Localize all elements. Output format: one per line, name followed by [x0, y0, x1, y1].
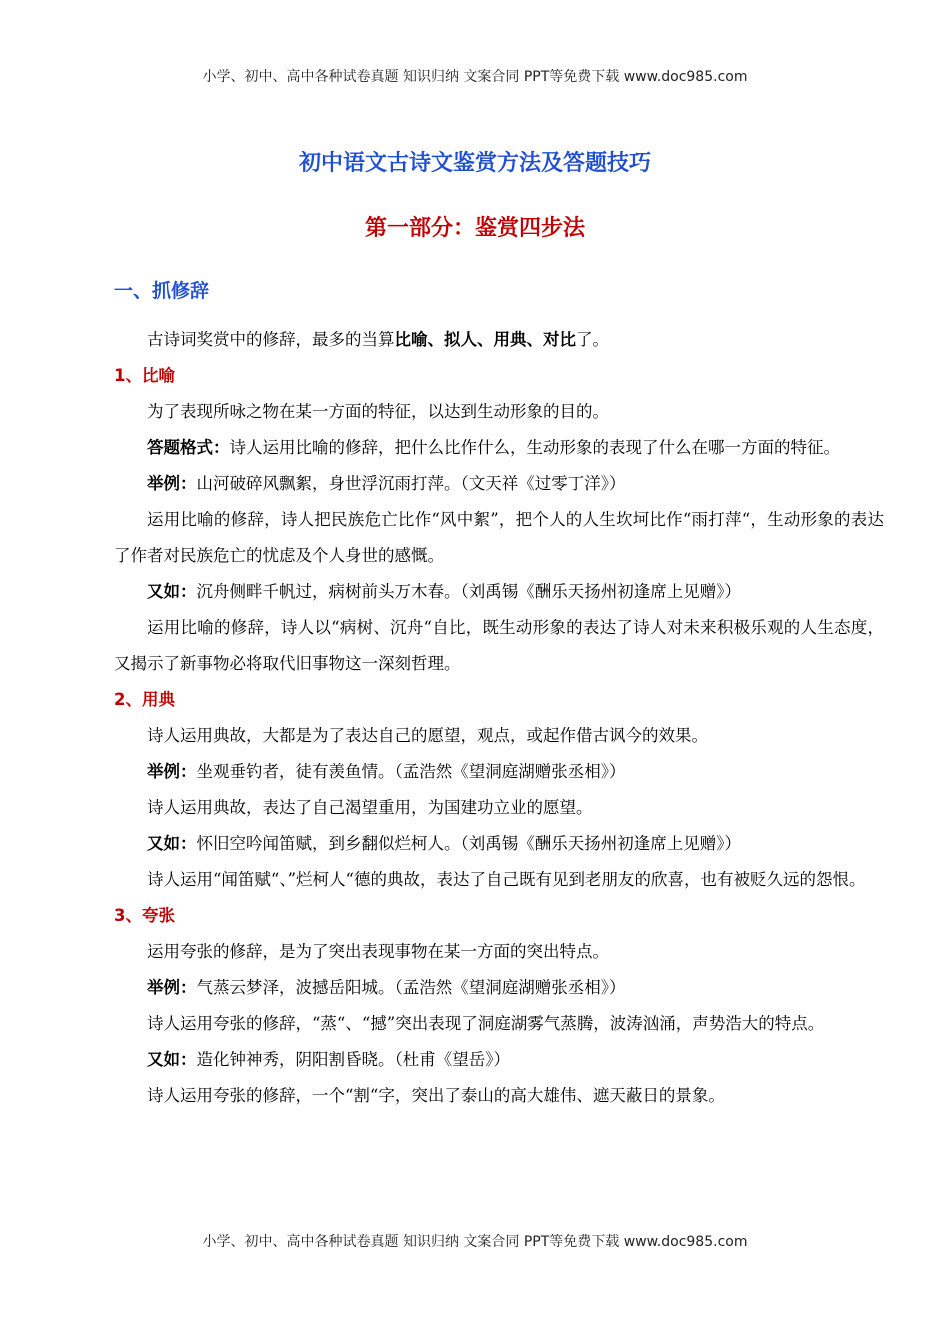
paragraph: 运用比喻的修辞，诗人把民族危亡比作“风中絮”，把个人的人生坎坷比作“雨打萍“，生动形象的表达了作者对民族危亡的忧虑及个人身世的感慨。 — [114, 510, 884, 565]
paragraph: 诗人运用典故，大都是为了表达自己的愿望，观点，或起作借古讽今的效果。 — [147, 726, 708, 745]
example-text: 怀旧空吟闻笛赋，到乡翻似烂柯人。（刘禹锡《酬乐天扬州初逢席上见赠》） — [196, 834, 741, 853]
format-text: 诗人运用比喻的修辞，把什么比作什么，生动形象的表现了什么在哪一方面的特征。 — [229, 438, 840, 457]
example — [114, 970, 884, 1006]
paragraph: 运用夸张的修辞，是为了突出表现事物在某一方面的突出特点。 — [147, 942, 609, 961]
subheading-exaggeration: 3、夸张 — [114, 906, 175, 925]
example — [114, 466, 884, 502]
example — [114, 826, 884, 862]
subheading-metaphor: 1、比喻 — [114, 366, 175, 385]
paragraph: 运用比喻的修辞，诗人以“病树、沉舟“自比，既生动形象的表达了诗人对未来积极乐观的人生态度，又揭示了新事物必将取代旧事物这一深刻哲理。 — [114, 618, 884, 673]
paragraph: 诗人运用“闻笛赋“、”烂柯人“德的典故，表达了自己既有见到老朋友的欣喜，也有被贬久远的怨恨。 — [147, 870, 866, 889]
paragraph: 诗人运用典故，表达了自己渴望重用，为国建功立业的愿望。 — [147, 798, 593, 817]
part-title: 第一部分：鉴赏四步法 — [364, 216, 585, 241]
example-text: 沉舟侧畔千帆过，病树前头万木春。（刘禹锡《酬乐天扬州初逢席上见赠》） — [196, 582, 741, 601]
example-text: 山河破碎风飘絮，身世浮沉雨打萍。（文天祥《过零丁洋》） — [196, 474, 626, 493]
example — [114, 1042, 884, 1078]
example-text: 造化钟神秀，阴阳割昏晓。（杜甫《望岳》） — [196, 1050, 510, 1069]
example-text: 气蒸云梦泽，波撼岳阳城。（孟浩然《望洞庭湖赠张丞相》） — [196, 978, 626, 997]
another-label: 又如： — [147, 582, 197, 601]
example — [114, 754, 884, 790]
another-label: 又如： — [147, 1050, 197, 1069]
subheading-allusion: 2、用典 — [114, 690, 175, 709]
another-label: 又如： — [147, 834, 197, 853]
example-label: 举例： — [147, 978, 197, 997]
answer-format — [114, 430, 884, 466]
intro-bold: 比喻、拟人、用典、对比 — [394, 330, 576, 349]
example-text: 坐观垂钓者，徒有羡鱼情。（孟浩然《望洞庭湖赠张丞相》） — [196, 762, 626, 781]
paragraph: 诗人运用夸张的修辞，一个“割“字，突出了泰山的高大雄伟、遮天蔽日的景象。 — [147, 1086, 725, 1105]
example-label: 举例： — [147, 762, 197, 781]
document-body — [114, 322, 884, 1114]
example-label: 举例： — [147, 474, 197, 493]
section-heading: 一、抓修辞 — [114, 280, 210, 302]
paragraph: 为了表现所咏之物在某一方面的特征，以达到生动形象的目的。 — [147, 402, 609, 421]
intro-end: 了。 — [576, 330, 609, 349]
example — [114, 574, 884, 610]
format-label: 答题格式： — [147, 438, 230, 457]
page-header: 小学、初中、高中各种试卷真题 知识归纳 文案合同 PPT等免费下载 www.doc985.com — [202, 69, 748, 85]
document-title: 初中语文古诗文鉴赏方法及答题技巧 — [298, 151, 651, 176]
paragraph: 诗人运用夸张的修辞，“蒸“、“撼”突出表现了洞庭湖雾气蒸腾，波涛汹涌，声势浩大的特点。 — [147, 1014, 825, 1033]
intro-text: 古诗词奖赏中的修辞，最多的当算 — [147, 330, 395, 349]
page-footer: 小学、初中、高中各种试卷真题 知识归纳 文案合同 PPT等免费下载 www.doc985.com — [202, 1234, 748, 1250]
section-intro — [114, 322, 884, 358]
